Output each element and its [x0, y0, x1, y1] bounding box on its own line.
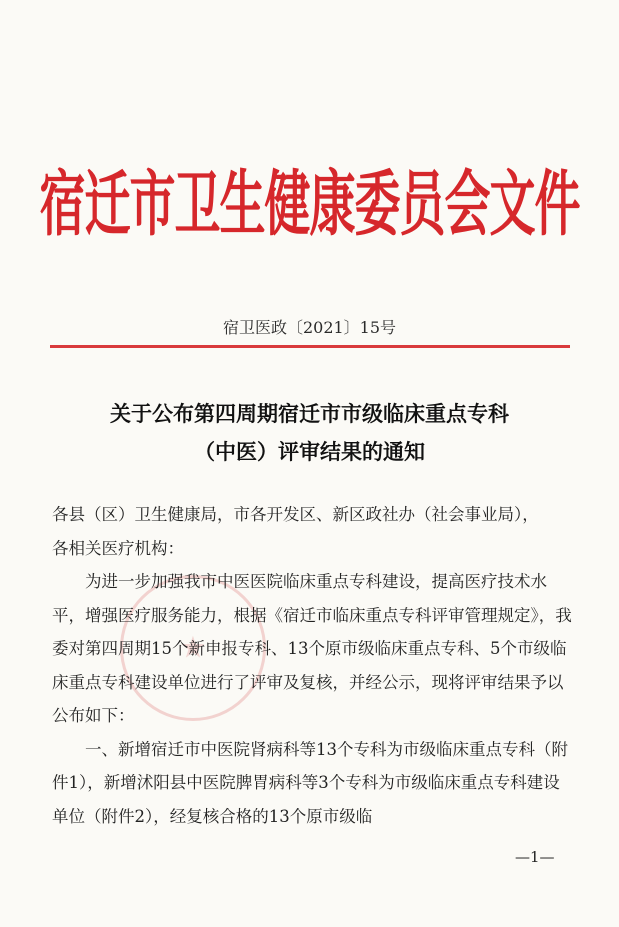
red-divider-line: [50, 345, 570, 348]
addressee-line2: 各相关医疗机构：: [52, 538, 184, 558]
notice-title-line1: 关于公布第四周期宿迁市市级临床重点专科: [110, 401, 509, 426]
org-header-title: 宿迁市卫生健康委员会文件: [39, 161, 580, 246]
addressee-line1: 各县（区）卫生健康局，市各开发区、新区政社办（社会事业局），: [52, 505, 539, 524]
notice-body: [52, 498, 572, 833]
document-number: 宿卫医政〔2021〕15号: [222, 318, 397, 337]
body-paragraph-2: 一、新增宿迁市中医院肾病科等13个专科为市级临床重点专科（附件1），新增沭阳县中医院脾胃病科等3个专科为市级临床重点专科建设单位（附件2），经复核合格的13个原市级临: [52, 739, 568, 826]
notice-title-line2: （中医）评审结果的通知: [194, 439, 425, 464]
page-number: —1—: [515, 848, 555, 866]
notice-title: [0, 395, 619, 471]
body-paragraph-1: 为进一步加强我市中医医院临床重点专科建设，提高医疗技术水平，增强医疗服务能力，根据《宿迁市临床重点专科评审管理规定》，我委对第四周期15个新申报专科、13个原市级临床重点专科、5个市级临床重点专科建设单位进行了评审及复核，并经公示，现将评审结果予以公布如下：: [52, 572, 572, 725]
